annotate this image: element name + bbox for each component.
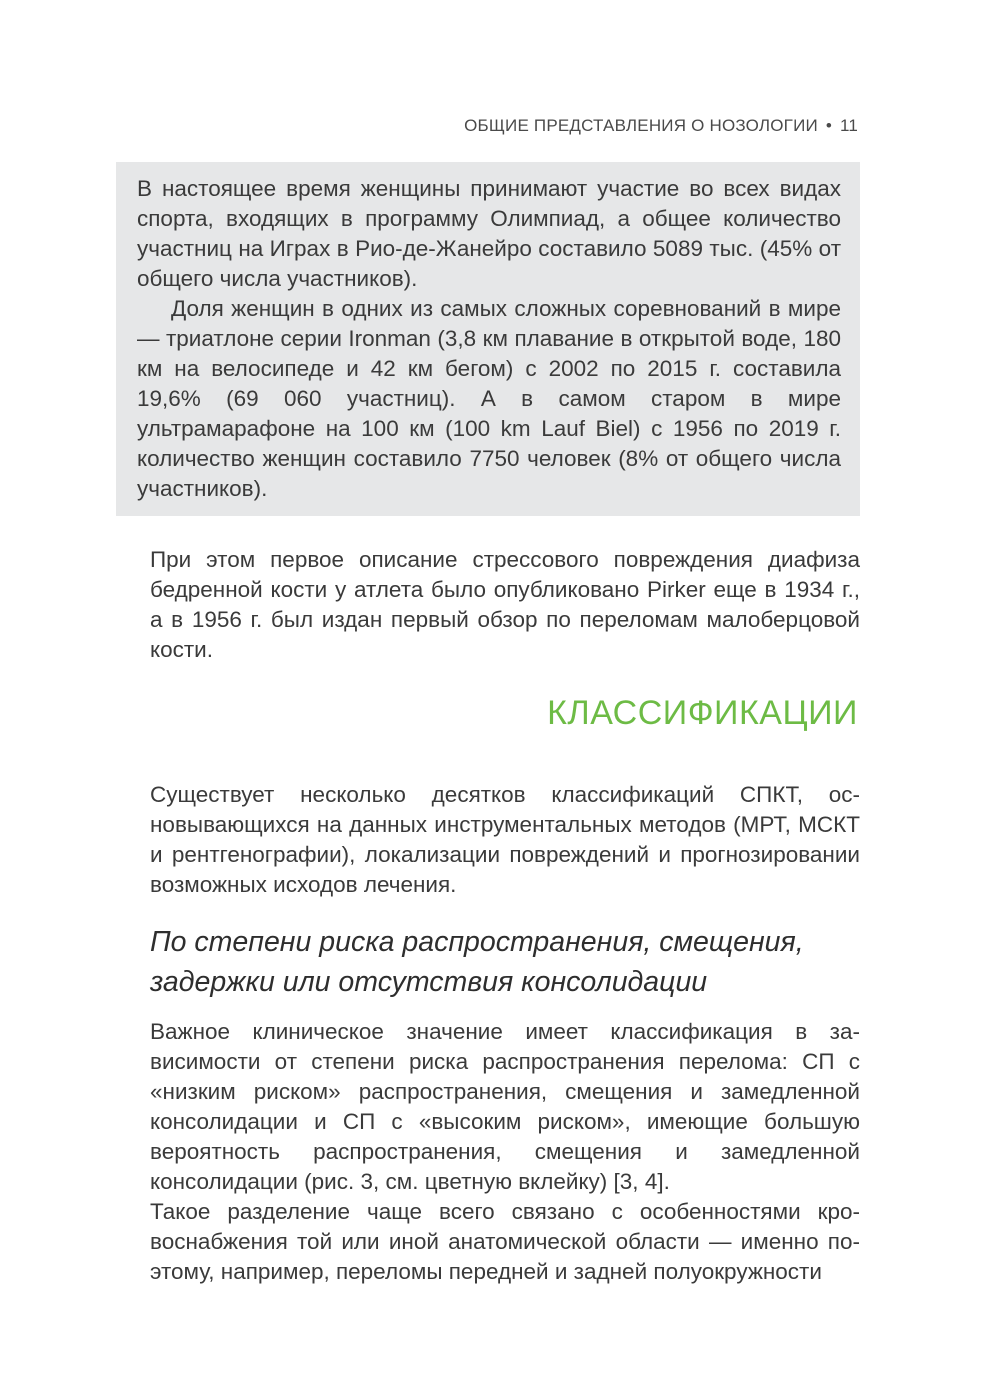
- subsection-title: По степени риска распространения, смещения, задержки или отсутствия консолидации: [150, 926, 804, 998]
- subsection-paragraph-2: Такое разделение чаще всего связано с особенностями кровоснабжения той или иной анатомической области — именно поэтому, например, переломы передней и задней полуокружности: [150, 1199, 860, 1284]
- box-paragraph-1: В настоящее время женщины принимают участие во всех видах спорта, входящих в программу Олимпиад, а общее количество участниц на Играх в Рио-де-Жанейро составило 5089 тыс. (45% от общего числа участников).: [137, 176, 841, 291]
- box-paragraph-2: Доля женщин в одних из самых сложных соревнований в мире — триатлоне серии Ironman (3,8 км плавание в открытой воде, 180 км на велосипеде и 42 км бегом) с 2002 по 2015 г. составила 19,6% (69 060 участниц). А в самом старом в мире ультрамарафоне на 100 км (100 km Lauf Biel) с 1956 по 2019 г. количество женщин составило 7750 человек (8% от общего числа участников).: [137, 296, 841, 501]
- running-title: ОБЩИЕ ПРЕДСТАВЛЕНИЯ О НОЗОЛОГИИ: [464, 116, 818, 135]
- highlight-box-text: [137, 174, 841, 504]
- intro-paragraph: При этом первое описание стрессового повреждения диафиза бедренной кости у атлета было опубликовано Pirker еще в 1934 г., а в 1956 г. был издан первый обзор по переломам малоберцовой кости.: [150, 547, 860, 662]
- intro-block: [150, 545, 860, 665]
- header-separator: •: [825, 116, 832, 135]
- running-header: [464, 116, 858, 136]
- section-title: КЛАССИФИКАЦИИ: [547, 694, 858, 732]
- page-number: 11: [839, 116, 858, 135]
- subsection-paragraph-1: Важное клиническое значение имеет классификация в зависимости от степени риска распространения перелома: СП с «низким риском» распространения, смещения и замедленной консолидации и СП с «высоким риском», имеющие большую вероятность распространения, смещения и замедленной консолидации (рис. 3, см. цветную вклейку) [3, 4].: [150, 1019, 860, 1194]
- subsection-block: [150, 1017, 860, 1287]
- section-paragraph: Существует несколько десятков классификаций СПКТ, основывающихся на данных инструментальных методов (МРТ, МСКТ и рентгенографии), локализации повреждений и прогнозировании возможных исходов лечения.: [150, 782, 860, 897]
- section-block: [150, 780, 860, 900]
